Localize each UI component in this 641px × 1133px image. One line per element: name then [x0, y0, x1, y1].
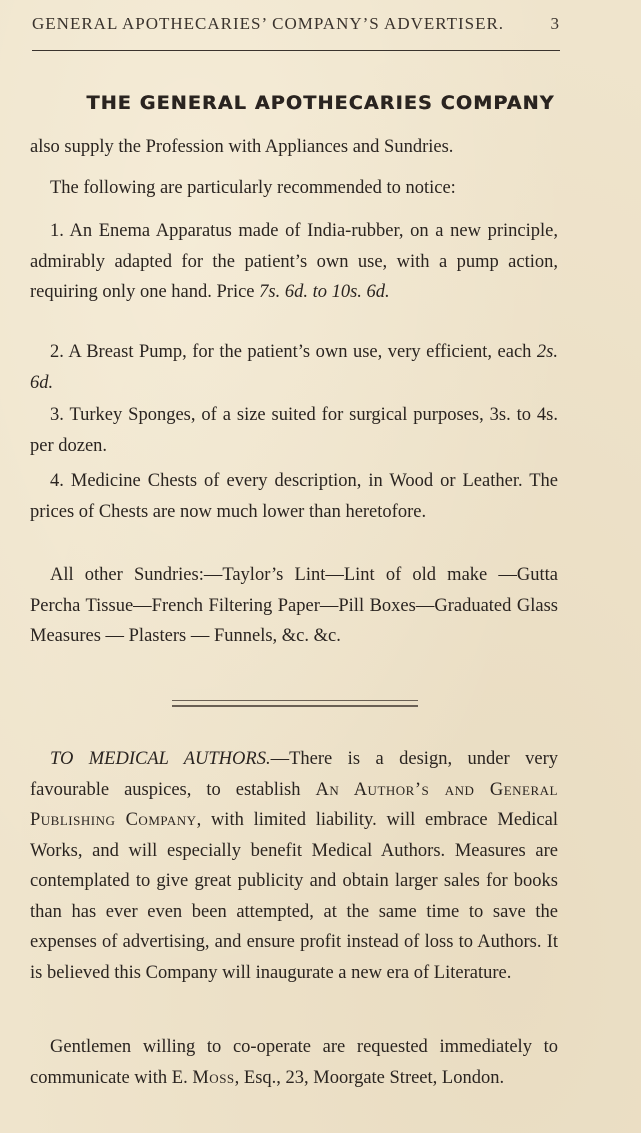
authors-paragraph — [30, 744, 558, 988]
item-number: 2. — [50, 342, 64, 362]
sundries-text: All other Sundries:—Taylor’s Lint—Lint of old make —Gutta Percha Tissue—French Filtering Paper—Pill Boxes—Graduated Glass Measures — Plasters — Funnels, &c. &c. — [30, 565, 558, 646]
authors-text-1: —There is a design, under very favourable auspices, to establish — [30, 749, 558, 800]
authors-lead: TO MEDICAL AUTHORS. — [50, 749, 271, 769]
gentlemen-paragraph — [30, 1032, 558, 1093]
item-number: 3. — [50, 405, 64, 425]
gentlemen-text-2: , Esq., 23, Moorgate Street, London. — [234, 1067, 505, 1088]
sundries-paragraph — [30, 560, 558, 652]
page-number: 3 — [550, 14, 560, 33]
following-text: The following are particularly recommended to notice: — [50, 178, 456, 198]
intro-paragraph — [30, 132, 558, 163]
item-text: Medicine Chests of every description, in Wood or Leather. The prices of Chests are now much lower than heretofore. — [30, 471, 558, 522]
company-name: An Author’s and General Publishing Company — [30, 779, 558, 830]
contact-name: Moss — [192, 1067, 235, 1088]
running-head-title: GENERAL APOTHECARIES’ COMPANY’S ADVERTISER. — [32, 14, 505, 33]
item-number: 1. — [50, 221, 64, 241]
gentlemen-text-1: Gentlemen willing to co-operate are requested immediately to communicate with E. — [30, 1037, 558, 1088]
list-item-enema — [30, 216, 558, 308]
section-divider — [172, 700, 418, 707]
intro-text: also supply the Profession with Appliances and Sundries. — [30, 137, 454, 157]
list-item-medicine-chests — [30, 466, 558, 527]
following-paragraph — [30, 173, 558, 204]
item-price: 7s. 6d. to 10s. 6d. — [259, 282, 390, 302]
running-head — [32, 14, 560, 34]
item-number: 4. — [50, 471, 64, 491]
item-price: 2s. 6d. — [30, 342, 558, 393]
company-heading: THE GENERAL APOTHECARIES COMPANY — [86, 92, 555, 114]
item-text: An Enema Apparatus made of India-rubber, on a new principle, admirably adapted for the patient’s own use, with a pump action, requiring only one hand. Price — [30, 221, 558, 302]
authors-text-2: , with limited liability. will embrace Medical Works, and will especially benefit Medical Authors. Measures are contemplated to give great publicity and obtain larger sales for books than has ever even been attempted, at the same time to save the expenses of advertising, and ensure profit instead of loss to Authors. It is believed this Company will inaugurate a new era of Literature. — [30, 810, 558, 983]
list-item-breast-pump — [30, 337, 558, 398]
header-rule — [32, 50, 560, 51]
item-text: A Breast Pump, for the patient’s own use, very efficient, each — [68, 342, 532, 362]
list-item-sponges — [30, 400, 558, 461]
item-text: Turkey Sponges, of a size suited for surgical purposes, 3s. to 4s. per dozen. — [30, 405, 558, 456]
